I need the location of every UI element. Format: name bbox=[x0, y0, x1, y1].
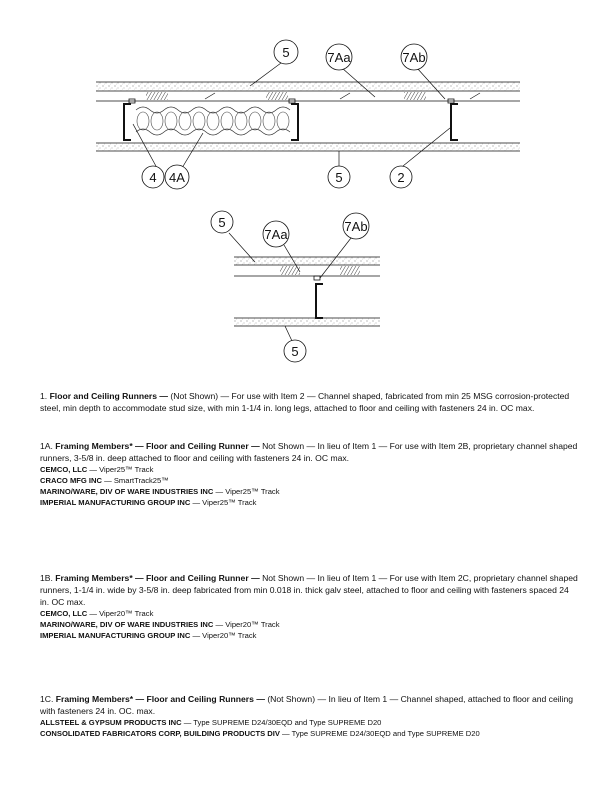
manufacturer-name: CEMCO, LLC bbox=[40, 465, 88, 474]
svg-text:2: 2 bbox=[397, 170, 405, 185]
svg-text:5: 5 bbox=[282, 45, 290, 60]
manufacturer-name: CRACO MFG INC bbox=[40, 476, 103, 485]
callout-5-top-2 bbox=[211, 211, 233, 233]
item-number: 1. bbox=[40, 391, 48, 401]
manufacturer-entry bbox=[40, 475, 580, 486]
item-1a-section bbox=[40, 440, 580, 508]
item-text: (Not Shown) — For use with Item 2 — Channel shaped, fabricated from min 25 MSG corrosion-protected steel, min depth to accommodate stud size, with min 1-1/4 in. long legs, attached to floor and ceiling with fasteners 24 in. OC max. bbox=[40, 391, 570, 413]
wall-section-diagram-2 bbox=[0, 0, 612, 380]
callout-5-bottom-2 bbox=[284, 340, 306, 362]
manufacturer-entry bbox=[40, 728, 580, 739]
item-title: Floor and Ceiling Runners — bbox=[49, 391, 168, 401]
manufacturer-name: CEMCO, LLC bbox=[40, 609, 88, 618]
manufacturer-entry bbox=[40, 619, 580, 630]
manufacturer-name: MARINO/WARE, DIV OF WARE INDUSTRIES INC bbox=[40, 620, 214, 629]
item-text: Not Shown — In lieu of Item 1 — For use with Item 2C, proprietary channel shaped runners, 1-1/4 in. wide by 3-5/8 in. deep fabricated from min 0.018 in. thick galv steel, attached to floor and ceiling with fasteners spaced 24 in. OC max. bbox=[40, 573, 578, 607]
manufacturer-product: — Viper20™ Track bbox=[87, 609, 154, 618]
item-title: Framing Members* — Floor and Ceiling Runner — bbox=[55, 573, 260, 583]
manufacturer-product: — Viper20™ Track bbox=[213, 620, 280, 629]
channel-layer-2 bbox=[234, 266, 380, 276]
item-text: (Not Shown) — In lieu of Item 1 — Channel shaped, attached to floor and ceiling with fasteners 24 in. OC. max. bbox=[40, 694, 574, 716]
item-1c-paragraph bbox=[40, 693, 580, 717]
svg-text:5: 5 bbox=[291, 344, 299, 359]
item-1-section bbox=[40, 390, 580, 414]
top-gypsum-board-2 bbox=[234, 257, 380, 265]
item-1a-paragraph bbox=[40, 440, 580, 464]
manufacturer-entry bbox=[40, 497, 580, 508]
item-1b-section bbox=[40, 572, 580, 641]
manufacturer-product: — Viper25™ Track bbox=[190, 498, 257, 507]
steel-stud-2 bbox=[314, 276, 323, 318]
manufacturer-entry bbox=[40, 717, 580, 728]
manufacturer-name: ALLSTEEL & GYPSUM PRODUCTS INC bbox=[40, 718, 182, 727]
item-text: Not Shown — In lieu of Item 1 — For use with Item 2B, proprietary channel shaped runners, 3-5/8 in. deep attached to floor and ceiling with fasteners 24 in. OC max. bbox=[40, 441, 578, 463]
manufacturer-name: IMPERIAL MANUFACTURING GROUP INC bbox=[40, 498, 191, 507]
item-number: 1C. bbox=[40, 694, 54, 704]
svg-text:4: 4 bbox=[149, 170, 157, 185]
callout-7ab-2 bbox=[343, 213, 369, 239]
manufacturer-product: — Viper25™ Track bbox=[213, 487, 280, 496]
item-title: Framing Members* — Floor and Ceiling Runners — bbox=[55, 694, 265, 704]
manufacturer-entry bbox=[40, 630, 580, 641]
item-number: 1A. bbox=[40, 441, 53, 451]
item-1b-paragraph bbox=[40, 572, 580, 608]
manufacturer-product: — Type SUPREME D24/30EQD and Type SUPREME D20 bbox=[279, 729, 480, 738]
manufacturer-product: — Type SUPREME D24/30EQD and Type SUPREME D20 bbox=[181, 718, 382, 727]
item-1-paragraph bbox=[40, 390, 580, 414]
bottom-gypsum-board-2 bbox=[234, 318, 380, 326]
item-number: 1B. bbox=[40, 573, 53, 583]
svg-text:7Aa: 7Aa bbox=[264, 227, 288, 242]
manufacturer-product: — Viper25™ Track bbox=[87, 465, 154, 474]
svg-text:7Ab: 7Ab bbox=[344, 219, 368, 234]
manufacturer-name: CONSOLIDATED FABRICATORS CORP, BUILDING PRODUCTS DIV bbox=[40, 729, 280, 738]
callout-7aa-2 bbox=[263, 221, 289, 247]
manufacturer-product: — Viper20™ Track bbox=[190, 631, 257, 640]
item-1c-section bbox=[40, 693, 580, 739]
svg-text:5: 5 bbox=[335, 170, 343, 185]
svg-text:7Aa: 7Aa bbox=[327, 50, 351, 65]
svg-text:7Ab: 7Ab bbox=[402, 50, 426, 65]
manufacturer-entry bbox=[40, 486, 580, 497]
svg-text:4A: 4A bbox=[169, 170, 185, 185]
manufacturer-name: MARINO/WARE, DIV OF WARE INDUSTRIES INC bbox=[40, 487, 214, 496]
svg-text:5: 5 bbox=[218, 215, 226, 230]
item-title: Framing Members* — Floor and Ceiling Runner — bbox=[55, 441, 260, 451]
manufacturer-name: IMPERIAL MANUFACTURING GROUP INC bbox=[40, 631, 191, 640]
manufacturer-product: — SmartTrack25™ bbox=[102, 476, 169, 485]
manufacturer-entry bbox=[40, 608, 580, 619]
manufacturer-entry bbox=[40, 464, 580, 475]
